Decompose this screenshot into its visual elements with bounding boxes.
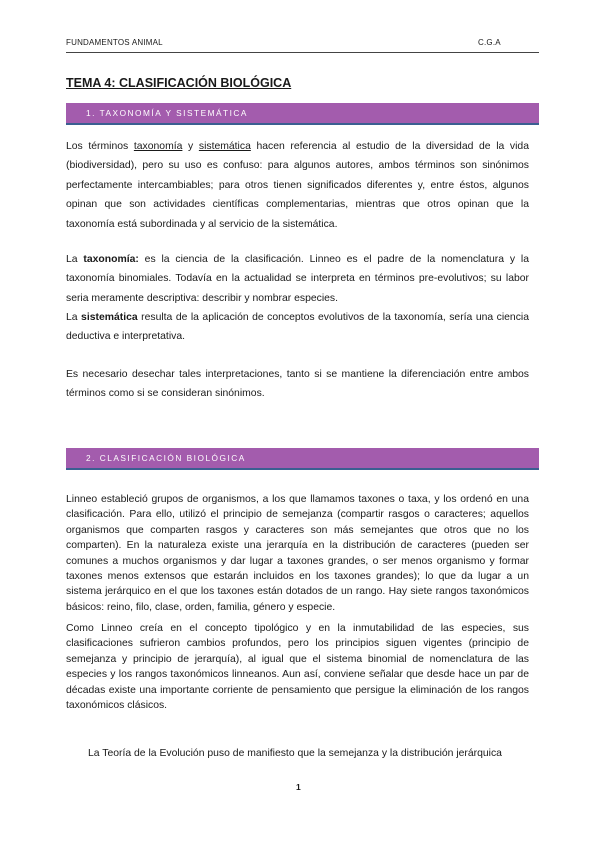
running-header-left: FUNDAMENTOS ANIMAL [66,38,163,47]
header-divider [66,52,539,53]
bold-term-taxonomia: taxonomía: [83,254,139,265]
page-title: TEMA 4: CLASIFICACIÓN BIOLÓGICA [66,76,292,90]
paragraph-teoria-evolucion: La Teoría de la Evolución puso de manifiesto que la semejanza y la distribución jerárquica [88,748,502,759]
text-run: hacen referencia al estudio de la diversidad de la vida (biodiversidad), pero su uso es confuso: para algunos autores, ambos términos son sinónimos perfectamente intercambiables; para otros tienen significados diferentes y, entre éstos, algunos opinan que son actividades científicas complementarias, mientras que otros opinan que la taxonomía está subordinada y al servicio de la sistemática. [66,141,529,230]
section-heading-2-label: 2. CLASIFICACIÓN BIOLÓGICA [86,453,246,463]
running-header-right: C.G.A [478,38,501,47]
section-heading-1-label: 1. TAXONOMÍA Y SISTEMÁTICA [86,108,248,118]
text-run: resulta de la aplicación de conceptos evolutivos de la taxonomía, sería una ciencia deductiva e interpretativa. [66,312,529,343]
underlined-term-taxonomia: taxonomía [133,141,183,152]
section-heading-1 [66,103,539,125]
text-run: es la ciencia de la clasificación. Linneo es el padre de la nomenclatura y la taxonomía binomiales. Todavía en la actualidad se interpreta en términos pre-evolutivos; su labor seria meramente descriptiva: describir y nombrar especies. [66,254,529,304]
paragraph-terms [66,137,529,234]
paragraph-taxonomia [66,250,529,308]
text-run: Los términos [66,141,134,152]
section-heading-2 [66,448,539,470]
bold-term-sistematica: sistemática [81,312,138,323]
page-number: 1 [296,782,301,792]
paragraph-linneo: Linneo estableció grupos de organismos, a los que llamamos taxones o taxa, y los ordenó en una clasificación. Para ello, utilizó el principio de semejanza (compartir rasgos o caracteres; aquellos organismos que comparten rasgos y caracteres son más semejantes que otros que no los comparten). En la naturaleza existe una jerarquía en la distribución de caracteres (pueden ser comunes a muchos organismos y dar lugar a taxones grandes, o ser menos organismo y formar taxones menos extensos que estarán incluidos en los taxones grandes); lo que da lugar a un sistema jerárquico en el que los taxones están dotados de un rango. Hay siete rangos taxonómicos básicos: reino, filo, clase, orden, familia, género y especie. [66,494,529,613]
text-run: La [66,254,84,265]
text-run: y [182,141,199,152]
paragraph-sistematica [66,308,529,347]
paragraph-tipologico: Como Linneo creía en el concepto tipológico y en la inmutabilidad de las especies, sus clasificaciones sufrieron cambios profundos, pero los principios siguen vigentes (principio de semejanza y principio de jerarquía), al igual que el sistema binomial de nomenclatura de las especies y los rangos taxonómicos linneanos. Aun así, conviene señalar que desde hace un par de décadas existe una importante corriente de pensamiento que persigue la eliminación de los rangos taxonómicos clásicos. [66,623,529,712]
paragraph-desechar: Es necesario desechar tales interpretaciones, tanto si se mantiene la diferenciación entre ambos términos como si se consideran sinónimos. [66,369,529,400]
underlined-term-sistematica: sistemática [198,141,251,152]
text-run: La [66,312,82,323]
